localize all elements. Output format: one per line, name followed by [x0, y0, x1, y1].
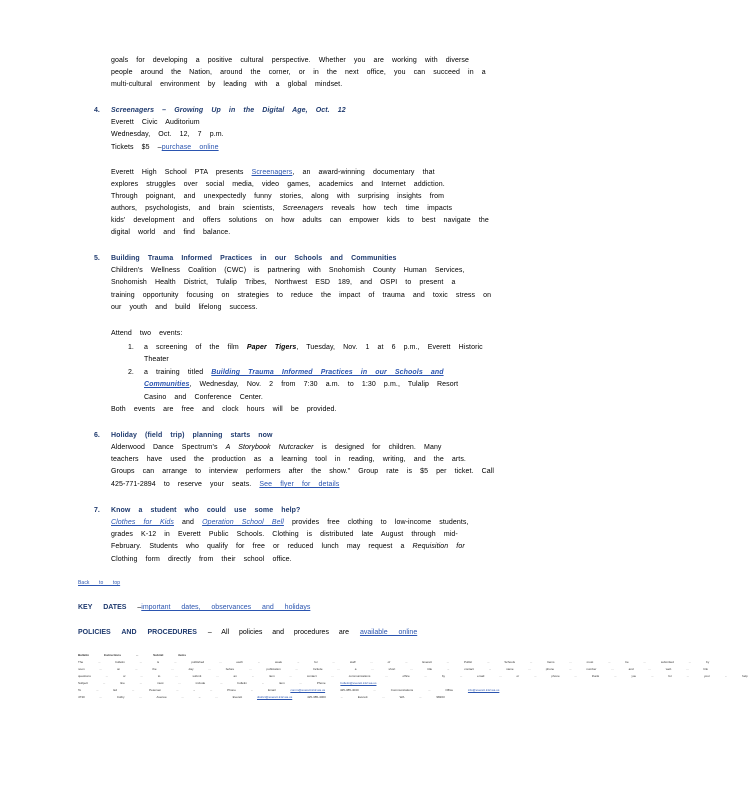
item-4-desc-4: [111, 204, 452, 214]
communities-link[interactable]: Communities: [144, 381, 190, 388]
sub-2-line-1: [144, 368, 444, 378]
item-5-both: Both events are free and clock hours will be provided.: [111, 406, 337, 413]
desc-text: reveals how tech time impacts: [323, 205, 453, 212]
item-7-line-1: [111, 518, 469, 528]
item-text: 425-771-2894 to reserve your seats.: [111, 481, 260, 488]
item-4-desc-6: digital world and find balance.: [111, 229, 231, 236]
footer-row-3: noon ... on ... the ... day ... before ... publication ... Include ... a ... short ... title ... contact ... name ... phone ... number ... and ... web ... link: [78, 667, 708, 671]
key-dates-dash: –: [137, 604, 142, 611]
desc-text: authors, psychologists, and brain scientists,: [111, 205, 283, 212]
key-dates-section: [78, 603, 310, 613]
policies-section: [78, 628, 417, 638]
item-5-title: Building Trauma Informed Practices in our Schools and Communities: [111, 255, 397, 262]
item-5-desc-1: Children's Wellness Coalition (CWC) is partnering with Snohomish County Human Services,: [111, 267, 465, 274]
item-6-number: 6.: [94, 432, 100, 439]
item-7-line-4: Clothing form directly from their school office.: [111, 556, 292, 563]
sub-text: , Tuesday, Nov. 1 at 6 p.m., Everett Historic: [296, 344, 483, 351]
see-flyer-link[interactable]: See flyer for details: [259, 481, 340, 488]
policies-link[interactable]: available online: [359, 629, 418, 636]
item-4-desc-5: kids' development and offers solutions on how adults can empower kids to best navigate the: [111, 217, 489, 224]
item-text: provides free clothing to low-income students,: [283, 519, 469, 526]
item-5-number: 5.: [94, 255, 100, 262]
show-title: A Storybook Nutcracker: [225, 444, 314, 451]
sub-1-number: 1.: [128, 344, 134, 351]
sub-text: a training titled: [144, 369, 212, 376]
item-5-desc-2: Snohomish Health District, Tulalip Tribes, Northwest ESD 189, and OSPI to present a: [111, 279, 456, 286]
policies-label: POLICIES AND PROCEDURES: [78, 629, 197, 636]
item-7-title: Know a student who could use some help?: [111, 507, 301, 514]
item-7-number: 7.: [94, 507, 100, 514]
item-4-tickets: [111, 143, 219, 153]
footer-row-7: [78, 695, 445, 699]
form-title: Requisition for: [412, 543, 465, 550]
sub-text: , Wednesday, Nov. 2 from 7:30 a.m. to 1:30 p.m., Tulalip Resort: [189, 381, 459, 388]
item-text: and: [174, 519, 203, 526]
tickets-label: Tickets $5 –: [111, 144, 162, 151]
desc-text: Everett High School PTA presents: [111, 169, 252, 176]
clothes-for-kids-link[interactable]: Clothes for Kids: [111, 519, 175, 526]
training-link[interactable]: Building Trauma Informed Practices in our Schools and: [211, 369, 444, 376]
item-4-title: Screenagers – Growing Up in the Digital Age, Oct. 12: [111, 107, 346, 114]
item-5-desc-3: training opportunity focusing on strategies to reduce the impact of trauma and toxic stress on: [111, 292, 492, 299]
footer-row-6: [78, 688, 499, 692]
intro-line-1: goals for developing a positive cultural perspective. Whether you are working with diverse: [111, 57, 470, 64]
operation-school-bell-link[interactable]: Operation School Bell: [202, 519, 284, 526]
footer-text: Subject ... line ... must ... include ... bulletin ... item ... Phone: [78, 681, 326, 685]
item-6-line-4: [111, 480, 339, 490]
back-to-top-link[interactable]: Back to top: [78, 580, 121, 586]
footer-text: To ... Ed ... Petersen ... – ... Phone ... Email: [78, 688, 276, 692]
sub-1-line-2: Theater: [144, 356, 169, 363]
item-4-number: 4.: [94, 107, 100, 114]
footer-text: 4730 ... Colby ... Avenue ... – ... Everett: [78, 695, 243, 699]
footer-row-1: Bulletin Instructions ... Submit items: [78, 653, 187, 657]
item-4-place: Everett Civic Auditorium: [111, 119, 200, 126]
footer-row-2: The ... bulletin ... is ... published ... each ... week ... for ... staff ... of ... Everett ... Public ... Schools ... Items ... must ... be ... submitted ... by: [78, 660, 710, 664]
sub-2-line-3: Casino and Conference Center.: [144, 394, 263, 401]
footer-email-link-4[interactable]: district@everett.k12.wa.us: [257, 695, 293, 699]
footer-email-link-1[interactable]: bulletin@everett.k12.wa.us: [340, 681, 377, 685]
intro-line-2: people around the Nation, around the corner, or in the next office, you can succeed in a: [111, 69, 486, 76]
sub-text: a screening of the film: [144, 344, 247, 351]
item-6-line-2: teachers have used the production as a learning tool in reading, writing, and the arts.: [111, 456, 466, 463]
key-dates-label: KEY DATES: [78, 604, 127, 611]
purchase-online-link[interactable]: purchase online: [161, 144, 219, 151]
screenagers-title: Screenagers: [282, 205, 324, 212]
item-4-desc-2: explores struggles over social media, video games, academics and Internet addiction.: [111, 181, 445, 188]
item-5-attend: Attend two events:: [111, 330, 183, 337]
footer-email-link-2[interactable]: comm@everett.k12.wa.us: [290, 688, 326, 692]
sub-1-line-1: [144, 343, 483, 353]
item-7-line-2: grades K-12 in Everett Public Schools. Clothing is distributed late August through mid-: [111, 531, 458, 538]
sub-2-line-2: [144, 380, 458, 390]
key-dates-link[interactable]: important dates, observances and holidays: [141, 604, 311, 611]
item-6-title: Holiday (field trip) planning starts now: [111, 432, 273, 439]
screenagers-link[interactable]: Screenagers: [251, 169, 293, 176]
sub-2-number: 2.: [128, 369, 134, 376]
footer-email-link-3[interactable]: info@everett.k12.wa.us: [467, 688, 500, 692]
footer-row-5: [78, 681, 376, 685]
item-7-line-3: [111, 542, 465, 552]
item-6-line-1: [111, 443, 442, 453]
item-text: Alderwood Dance Spectrum's: [111, 444, 226, 451]
item-4-date: Wednesday, Oct. 12, 7 p.m.: [111, 131, 224, 138]
desc-text: , an award-winning documentary that: [292, 169, 435, 176]
item-4-desc-1: [111, 168, 435, 178]
item-6-line-3: Groups can arrange to interview performers after the show." Group rate is $5 per ticket. Call: [111, 468, 495, 475]
policies-text: – All policies and procedures are: [207, 629, 349, 636]
intro-line-3: multi-cultural environment by leading with a global mindset.: [111, 81, 343, 88]
item-5-desc-4: our youth and build lifelong success.: [111, 304, 258, 311]
item-4-desc-3: Through poignant, and unexpectedly funny stories, along with surprising insights from: [111, 193, 445, 200]
film-title: Paper Tigers: [246, 344, 297, 351]
item-text: is designed for children. Many: [313, 444, 442, 451]
footer-text: 425-385-4040 ... Communications ... Office: [339, 688, 454, 692]
footer-row-4: questions ... or ... to ... submit ... an ... item ... contact ... communications ... office ... by ... email ... or ... phone ... thank ... you ... for ... your ... help: [78, 674, 748, 678]
item-text: February. Students who qualify for free or reduced lunch may request a: [111, 543, 413, 550]
footer-text: 425-385-4000 ... Everett ... WA ... 98203: [307, 695, 445, 699]
